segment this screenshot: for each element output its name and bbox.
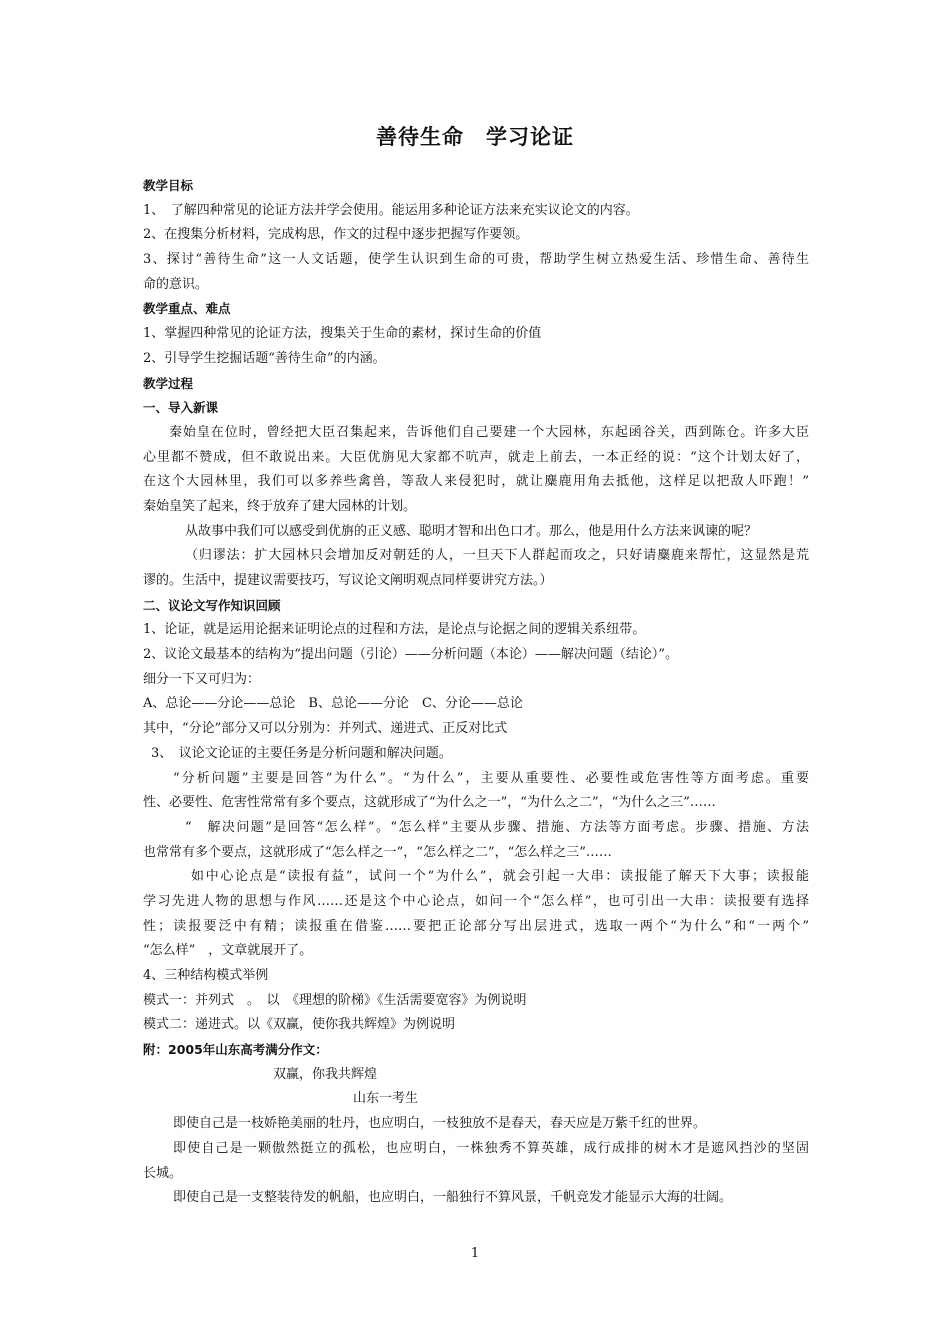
text-line: 在这个大园林里，我们可以多养些禽兽，等敌人来侵犯时，就让麋鹿用角去抵他，这样足以把敌人吓跑！” xyxy=(143,474,809,490)
text-line: 1、论证，就是运用论据来证明论点的过程和方法，是论点与论据之间的逻辑关系纽带。 xyxy=(143,622,646,638)
essay-author: 山东一考生 xyxy=(353,1091,419,1107)
text-line: 性、必要性、危害性常常有多个要点，这就形成了“为什么之一”，“为什么之二”，“为什么之三”…… xyxy=(143,795,716,811)
text-line: 2、在搜集分析材料，完成构思，作文的过程中逐步把握写作要领。 xyxy=(143,227,529,243)
text-line: 秦始皇笑了起来，终于放弃了建大园林的计划。 xyxy=(143,498,417,514)
text-line: 1、 了解四种常见的论证方法并学会使用。能运用多种论证方法来充实议论文的内容。 xyxy=(143,202,639,218)
text-line: 如中心论点是“读报有益”，试问一个“为什么”，就会引起一大串：读报能了解天下大事；读报能 xyxy=(191,869,809,885)
text-line: 也常常有多个要点，这就形成了“怎么样之一”，“怎么样之二”，“怎么样之三”…… xyxy=(143,844,612,860)
section-heading-intro: 一、导入新课 xyxy=(143,400,219,416)
text-line: 从故事中我们可以感受到优旃的正义感、聪明才智和出色口才。那么，他是用什么方法来讽谏的呢？ xyxy=(185,523,758,539)
text-line: 1、掌握四种常见的论证方法，搜集关于生命的素材，探讨生命的价值 xyxy=(143,326,542,342)
text-line: 2、引导学生挖掘话题“善待生命”的内涵。 xyxy=(143,350,386,366)
text-line: 3、 议论文论证的主要任务是分析问题和解决问题。 xyxy=(151,745,452,761)
page-title xyxy=(0,121,950,151)
text-line: 即使自己是一颗傲然挺立的孤松，也应明白，一株独秀不算英雄，成行成排的树木才是遮风挡沙的坚固 xyxy=(173,1140,809,1156)
text-line: 学习先进人物的思想与作风……还是这个中心论点，如问一个“怎么样”，也可引出一大串：读报要有选择 xyxy=(143,893,809,909)
title-part-2: 学习论证 xyxy=(486,125,574,149)
text-line: 2、议论文最基本的结构为“提出问题（引论）——分析问题（本论）——解决问题（结论）”。 xyxy=(143,647,679,663)
essay-title: 双赢，你我共辉煌 xyxy=(273,1066,378,1082)
page-number: 1 xyxy=(470,1246,480,1261)
text-line: 心里都不赞成，但不敢说出来。大臣优旃见大家都不吭声，就走上前去，一本正经的说：“这个计划太好了， xyxy=(143,449,809,465)
text-line: 细分一下又可归为： xyxy=(143,671,261,687)
text-line: “ 解决问题”是回答“怎么样”。“怎么样”主要从步骤、措施、方法等方面考虑。步骤、措施、方法 xyxy=(185,819,809,835)
text-line: 其中，“分论”部分又可以分别为：并列式、递进式、正反对比式 xyxy=(143,721,508,737)
text-line: 性；读报要泛中有精；读报重在借鉴……要把正论部分写出层进式，选取一两个“为什么”和“一两个” xyxy=(143,918,809,934)
appendix-heading: 附：2005年山东高考满分作文： xyxy=(143,1042,328,1058)
text-line: 谬的。生活中，提建议需要技巧，写议论文阐明观点同样要讲究方法。） xyxy=(143,573,553,588)
text-line: 4、三种结构模式举例 xyxy=(143,968,269,983)
text-line: 秦始皇在位时，曾经把大臣召集起来，告诉他们自己要建一个大园林，东起函谷关，西到陈仓。许多大臣 xyxy=(169,424,809,440)
section-heading-review: 二、议论文写作知识回顾 xyxy=(143,597,281,613)
section-heading-key-points: 教学重点、难点 xyxy=(143,301,231,317)
text-line: 即使自己是一枝娇艳美丽的牡丹，也应明白，一枝独放不是春天，春天应是万紫千红的世界。 xyxy=(173,1116,707,1132)
text-line: （归谬法：扩大园林只会增加反对朝廷的人，一旦天下人群起而攻之，只好请麋鹿来帮忙，这显然是荒 xyxy=(185,548,809,564)
text-line: “分析问题”主要是回答“为什么”。“为什么”，主要从重要性、必要性或危害性等方面考虑。重要 xyxy=(173,770,809,786)
text-line: 模式一：并列式 。 以 《理想的阶梯》《生活需要宽容》为例说明 xyxy=(143,992,527,1008)
text-line: 长城。 xyxy=(143,1165,183,1181)
section-heading-goals: 教学目标 xyxy=(143,178,194,193)
text-line: A、总论——分论——总论 B、总论——分论 C、分论——总论 xyxy=(143,696,523,712)
text-line: 模式二：递进式。以《双赢，使你我共辉煌》为例说明 xyxy=(143,1017,456,1033)
text-line: 3、探讨“善待生命”这一人文话题，使学生认识到生命的可贵，帮助学生树立热爱生活、珍惜生命、善待生 xyxy=(143,252,809,268)
title-part-1: 善待生命 xyxy=(376,125,464,149)
text-line: 即使自己是一支整装待发的帆船，也应明白，一船独行不算风景，千帆竞发才能显示大海的壮阔。 xyxy=(173,1190,733,1206)
section-heading-process: 教学过程 xyxy=(143,375,194,391)
text-line: “怎么样” ，文章就展开了。 xyxy=(143,943,313,959)
document-body xyxy=(143,174,809,1211)
text-line: 命的意识。 xyxy=(143,276,209,292)
